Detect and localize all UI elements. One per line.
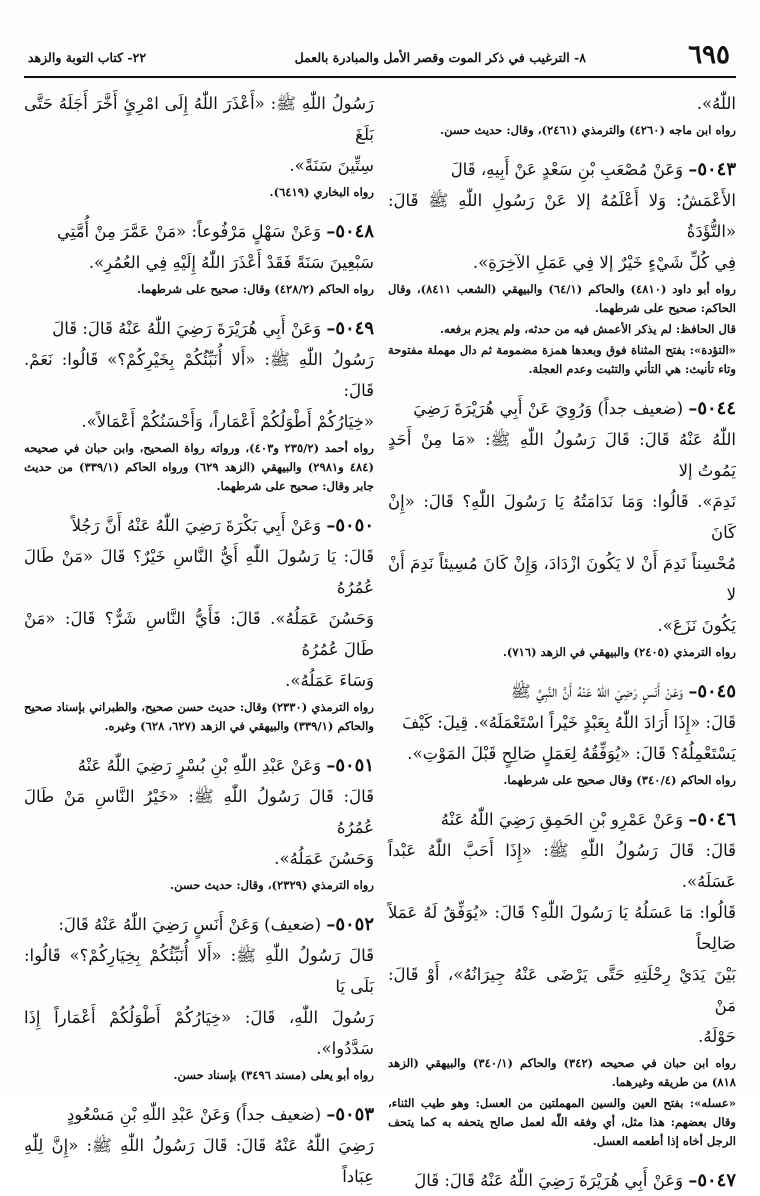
source-note: قال الحافظ: لم يذكر الأعمش فيه من حدثه، ولم يجزم برفعه. (439, 322, 736, 336)
hadith-number: ٥٠٥٣– (326, 1104, 374, 1125)
hadith-entry (388, 393, 736, 662)
source-note: رواه أحمد (٢٣٥/٢ و٤٠٣)، ورواته رواة الصحيح، وابن حبان في صحيحه (٤٨٤ و٢٩٨١) والبيهقي (الزهد ٦٢٩) ورواه الحاكم (٣٣٩/١) من حديث جابر وقال: صحيح على شرطهما. (24, 441, 374, 493)
hadith-text-line (388, 1021, 736, 1052)
line-text: رَسُولُ اللّٰهِ ﷺ: «أَلا أُنَبِّئُكُمْ بِخَيْرِكُمْ؟» قَالُوا: نَعَمْ. قَالَ: (24, 350, 374, 400)
hadith-text-line (24, 344, 374, 406)
line-text: رَسُولُ اللّٰهِ ﷺ: «أَعْذَرَ اللّٰهُ إِلَى امْرِئٍ أَخَّرَ أَجَلَهُ حَتَّى بَلَغَ (24, 94, 374, 144)
hadith-text-line (388, 88, 736, 119)
hadith-text-line (24, 313, 374, 344)
line-text: سِتِّينَ سَنَةً». (289, 156, 374, 175)
line-text: وَعَنْ عَبْدِ اللّٰهِ بْنِ بُسْرٍ رَضِيَ اللّٰهُ عَنْهُ (77, 756, 322, 775)
hadith-text-line (24, 603, 374, 665)
hadith-number: ٥٠٤٦– (688, 809, 736, 830)
line-text: قَالَ: قَالَ رَسُولُ اللّٰهِ ﷺ: «خَيْرُ النَّاسِ مَنْ طَالَ عُمُرُهُ (24, 787, 374, 837)
line-text: وَعَنْ عَمْرِو بْنِ الحَمِقِ رَضِيَ اللّٰهُ عَنْهُ (440, 810, 684, 829)
hadith-text-line (388, 393, 736, 424)
hadith-entry (388, 88, 736, 140)
hadith-entry (24, 1099, 374, 1192)
hadith-text-line (388, 486, 736, 548)
line-text: رَسُولَ اللّٰهِ، قَالَ: «خِيَارُكُمْ أَطْوَلُكُمْ أَعْمَاراً إِذَا سَدَّدُوا». (24, 1008, 374, 1058)
hadith-text-line (388, 247, 736, 278)
line-text: وَسَاءَ عَمَلُهُ». (285, 671, 374, 690)
page-number: ٦٩٥ (688, 40, 730, 70)
hadith-number: ٥٠٤٣– (688, 159, 736, 180)
line-text: الأَعْمَشُ: وَلا أَعْلَمُهُ إلا عَنْ رَسُولِ اللّٰهِ ﷺ قَالَ: «التُّؤَدَةُ (388, 191, 736, 241)
hadith-entry (24, 88, 374, 202)
hadith-entry (388, 1165, 736, 1196)
line-text: قَالَ: «إِذَا أَرَادَ اللّٰهُ بِعَبْدٍ خَيْراً اسْتَعْمَلَهُ». قِيلَ: كَيْفَ (402, 713, 736, 732)
line-text: وَعَنْ مُصْعَبِ بْنِ سَعْدٍ عَنْ أَبِيهِ، قَالَ (450, 160, 684, 179)
hadith-number: ٥٠٥٢– (326, 914, 374, 935)
hadith-entry (388, 154, 736, 379)
line-text: اللّٰهُ عَنْهُ قَالَ: قَالَ رَسُولُ اللّٰهِ ﷺ: «مَا مِنْ أَحَدٍ يَمُوتُ إلا (388, 430, 736, 480)
left-column (24, 88, 374, 1186)
hadith-text-line (388, 804, 736, 835)
hadith-text-line (24, 909, 374, 940)
hadith-entry (24, 313, 374, 496)
source-note: رواه أبو يعلى (مسند ٣٤٩٦) بإسناد حسن. (173, 1068, 374, 1082)
hadith-text-line (24, 940, 374, 1002)
line-text: وَحَسُنَ عَمَلُهُ». قَالَ: فَأَيُّ النَّاسِ شَرٌّ؟ قَالَ: «مَنْ طَالَ عُمُرُهُ (24, 609, 374, 659)
hadith-text-line (388, 424, 736, 486)
hadith-text-line (24, 1002, 374, 1064)
hadith-text-line (24, 1099, 374, 1130)
hadith-text-line (24, 88, 374, 150)
source-note: رواه الحاكم (٣٤٠/٤) وقال صحيح على شرطهما. (503, 773, 736, 787)
line-text: حَوْلَهُ. (698, 1027, 736, 1046)
line-text: وَعَنْ أَبِي هُرَيْرَةَ رَضِيَ اللّٰهُ عَنْهُ قَالَ: قَالَ (52, 319, 322, 338)
hadith-number: ٥٠٤٨– (326, 221, 374, 242)
source-note: «التؤدة»: بفتح المثناة فوق وبعدها همزة مضمومة ثم دال مهملة مفتوحة وتاء تأنيث: هي التأني والتثبت وعدم العجلة. (388, 343, 736, 376)
line-text: وَعَنْ أَبِي هُرَيْرَةَ رَضِيَ اللّٰهُ عَنْهُ قَالَ: قَالَ (414, 1171, 684, 1190)
hadith-number: ٥٠٤٧– (688, 1170, 736, 1191)
line-text: اللّٰهُ». (696, 94, 736, 113)
hadith-text-line (24, 247, 374, 278)
line-text: قَالَ: يَا رَسُولَ اللّٰهِ أَيُّ النَّاسِ خَيْرٌ؟ قَالَ «مَنْ طَالَ عُمُرُهُ (24, 547, 374, 597)
hadith-entry (24, 216, 374, 299)
hadith-entry (24, 909, 374, 1085)
hadith-text-line (24, 406, 374, 437)
chapter-title: ٨- الترغيب في ذكر الموت وقصر الأمل والمبادرة بالعمل (294, 50, 586, 65)
hadith-text-line (388, 959, 736, 1021)
hadith-text-line (24, 750, 374, 781)
hadith-number: ٥٠٤٤– (688, 398, 736, 419)
hadith-text-line (388, 835, 736, 897)
line-text: «خِيَارُكُمْ أَطْوَلُكُمْ أَعْمَاراً، وَأَحْسَنُكُمْ أَعْمَالاً». (81, 412, 374, 431)
hadith-text-line (388, 185, 736, 247)
hadith-number: ٥٠٥٠– (326, 515, 374, 536)
source-note: رواه البخاري (٦٤١٩). (269, 185, 374, 199)
hadith-text-line (24, 1130, 374, 1192)
hadith-text-line (24, 843, 374, 874)
hadith-number: ٥٠٥١– (326, 755, 374, 776)
source-note: «عسله»: بفتح العين والسين المهملتين من العسل: وهو طيب الثناء، وقال بعضهم: هذا مثل، أي وفقه اللّٰه لعمل صالح يتحفه به كما يتحف الرجل أخاه إذا أطعمه العسل. (388, 1096, 736, 1148)
source-note: رواه الترمذي (٢٣٣٠) وقال: حديث حسن صحيح، والطبراني بإسناد صحيح والحاكم (٣٣٩/١) والبيهقي في الزهد (٦٢٧، ٦٢٨) وغيره. (24, 700, 374, 733)
line-text: فِي كُلِّ شَيْءٍ خَيْرٌ إلا فِي عَمَلِ الآخِرَةِ». (472, 253, 736, 272)
hadith-entry (24, 510, 374, 736)
hadith-number: ٥٠٤٩– (326, 318, 374, 339)
hadith-text-line (388, 548, 736, 610)
hadith-text-line (24, 216, 374, 247)
page-header (24, 38, 736, 78)
hadith-text-line (388, 676, 736, 707)
line-text: نَدِمَ». قَالُوا: وَمَا نَدَامَتُهُ يَا رَسُولَ اللّٰهِ؟ قَالَ: «إِنْ كَانَ (388, 492, 736, 542)
line-text: وَعَنْ سَهْلٍ مَرْفُوعاً: «مَنْ عَمَّرَ مِنْ أُمَّتِي (56, 222, 322, 241)
line-text: بَيْنَ يَدَيْ رِحْلَتِهِ حَتَّى يَرْضَى عَنْهُ جِيرَانُهُ»، أَوْ قَالَ: مَنْ (388, 965, 736, 1015)
source-note: رواه الحاكم (٤٢٨/٢) وقال: صحيح على شرطهما. (137, 282, 374, 296)
hadith-text-line (24, 150, 374, 181)
line-text: وَعَنْ أَبِي بَكْرَةَ رَضِيَ اللّٰهُ عَنْهُ أَنَّ رَجُلاً (71, 516, 322, 535)
hadith-text-line (388, 707, 736, 738)
line-text: وَحَسُنَ عَمَلُهُ». (274, 849, 374, 868)
source-note: رواه ابن حبان في صحيحه (٣٤٢) والحاكم (٣٤٠/١) والبيهقي (الزهد ٨١٨) من طريقه وغيرهما. (388, 1056, 736, 1089)
hadith-text-line (24, 541, 374, 603)
hadith-number: ٥٠٤٥– (688, 681, 736, 702)
hadith-text-line (24, 781, 374, 843)
line-text: (ضعيف) وَعَنْ أَنَسٍ رَضِيَ اللّٰهُ عَنْهُ قَالَ: (58, 915, 322, 934)
line-text: قَالَ رَسُولُ اللّٰهِ ﷺ: «أَلا أُنَبِّئُكُمْ بِخِيَارِكُمْ؟» قَالُوا: بَلَى يَا (24, 946, 374, 996)
source-note: رواه أبو داود (٤٨١٠) والحاكم (٦٤/١) والبيهقي (الشعب ٨٤١١)، وقال الحاكم: صحيح على شرطهما. (388, 282, 736, 315)
source-note: رواه ابن ماجه (٤٢٦٠) والترمذي (٢٤٦١)، وقال: حديث حسن. (440, 123, 736, 137)
line-text: مُحْسِناً نَدِمَ أَنْ لا يَكُونَ ازْدَادَ، وَإِنْ كَانَ مُسِيئاً نَدِمَ أَنْ لا (388, 554, 736, 604)
line-text: يَسْتَعْمِلُهُ؟ قَالَ: «يُوَفِّقُهُ لِعَمَلٍ صَالِحٍ قَبْلَ المَوْتِ». (407, 744, 736, 763)
line-text: قَالُوا: مَا عَسَلُهُ يَا رَسُولَ اللّٰهِ؟ قَالَ: «يُوَفِّقُ لَهُ عَمَلاً صَالِحاً (388, 903, 736, 953)
right-column (388, 88, 736, 1191)
line-text: وَعَنْ أَنَسٍ رَضِيَ اللّٰهُ عَنْهُ أَنَّ النَّبِيَّ ﷺ (510, 682, 684, 701)
hadith-text-line (388, 738, 736, 769)
hadith-entry (388, 676, 736, 790)
line-text: (ضعيف جداً) وَعَنْ عَبْدِ اللّٰهِ بْنِ مَسْعُودٍ (66, 1105, 322, 1124)
hadith-text-line (388, 610, 736, 641)
hadith-entry (24, 750, 374, 895)
hadith-text-line (388, 1165, 736, 1196)
source-note: رواه الترمذي (٢٣٢٩)، وقال: حديث حسن. (170, 878, 374, 892)
line-text: (ضعيف جداً) وَرُوِيَ عَنْ أَبِي هُرَيْرَةَ رَضِيَ (413, 399, 684, 418)
book-title: ٢٢- كتاب التوبة والزهد (28, 50, 147, 65)
line-text: رَضِيَ اللّٰهُ عَنْهُ قَالَ: قَالَ رَسُولُ اللّٰهِ ﷺ: «إِنَّ لِلّٰهِ عِبَاداً (24, 1136, 374, 1186)
hadith-text-line (24, 665, 374, 696)
hadith-text-line (388, 154, 736, 185)
line-text: سَبْعِينَ سَنَةً فَقَدْ أَعْذَرَ اللّٰهُ إِلَيْهِ فِي العُمُرِ». (88, 253, 374, 272)
line-text: قَالَ: قَالَ رَسُولُ اللّٰهِ ﷺ: «إِذَا أَحَبَّ اللّٰهُ عَبْداً عَسَلَهُ». (388, 841, 736, 891)
hadith-text-line (24, 510, 374, 541)
hadith-text-line (388, 897, 736, 959)
line-text: يَكُونَ نَزَعَ». (657, 616, 736, 635)
hadith-entry (388, 804, 736, 1151)
source-note: رواه الترمذي (٢٤٠٥) والبيهقي في الزهد (٧١٦). (502, 645, 736, 659)
